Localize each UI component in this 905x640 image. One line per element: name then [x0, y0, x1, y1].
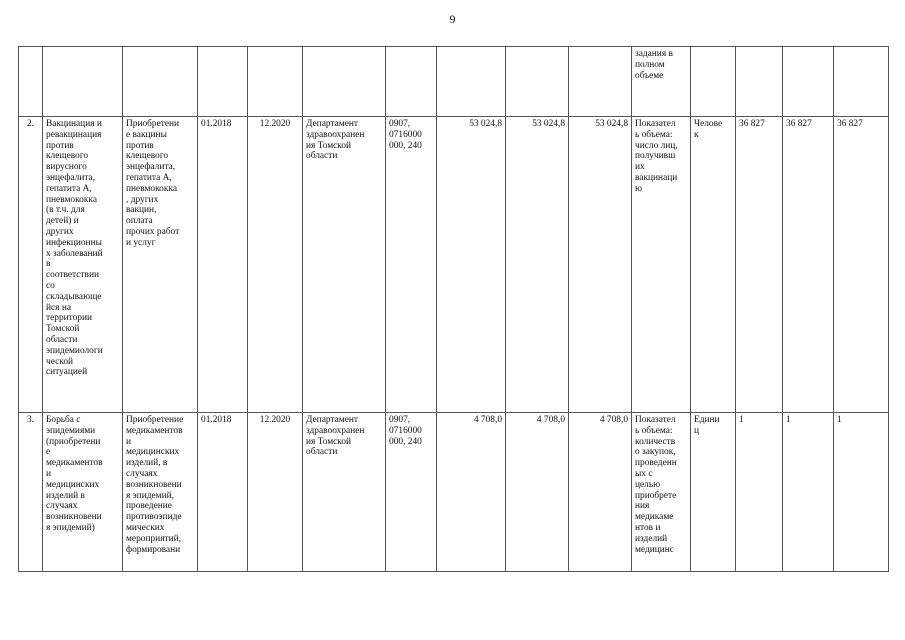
cell-num: 3. [19, 413, 43, 572]
cell-num: 2. [19, 117, 43, 413]
cell-name [43, 47, 123, 117]
cell-sum-3: 53 024,8 [569, 117, 632, 413]
cell-sum-2 [506, 47, 569, 117]
cell-end: 12.2020 [248, 117, 303, 413]
cell-sum-3 [569, 47, 632, 117]
cell-name: Вакцинация и ревакцинация против клещевого вирусного энцефалита, гепатита А, пневмококка (в т.ч. для детей) и других инфекционны х заболеваний в соответствии со складывающе йся на территории Томской области эпидемиологи ческой ситуацией [43, 117, 123, 413]
cell-executor: Департамент здравоохранен ия Томской области [303, 413, 386, 572]
cell-indicator: Показател ь объема: количеств о закупок, проведенн ых с целью приобрете ния медикаме нтов и изделий медицинс [632, 413, 691, 572]
cell-value-3: 1 [834, 413, 889, 572]
cell-value-2: 1 [783, 413, 834, 572]
cell-value-1: 1 [736, 413, 783, 572]
cell-indicator: Показател ь объема: число лиц, получивш их вакцинаци ю [632, 117, 691, 413]
cell-action [123, 47, 198, 117]
cell-executor [303, 47, 386, 117]
table-row [19, 413, 889, 572]
cell-value-2 [783, 47, 834, 117]
cell-value-1 [736, 47, 783, 117]
cell-end [248, 47, 303, 117]
cell-code [386, 47, 437, 117]
cell-action: Приобретени е вакцины против клещевого энцефалита, гепатита А, пневмококка , других вакцин, оплата прочих работ и услуг [123, 117, 198, 413]
cell-value-2: 36 827 [783, 117, 834, 413]
cell-unit: Челове к [691, 117, 736, 413]
cell-code: 0907, 0716000 000, 240 [386, 117, 437, 413]
cell-end: 12.2020 [248, 413, 303, 572]
cell-num [19, 47, 43, 117]
cell-code: 0907, 0716000 000, 240 [386, 413, 437, 572]
cell-name: Борьба с эпидемиями (приобретени е медикаментов и медицинских изделий в случаях возникновени я эпидемий) [43, 413, 123, 572]
cell-executor: Департамент здравоохранен ия Томской области [303, 117, 386, 413]
cell-sum-1: 4 708,0 [437, 413, 506, 572]
cell-sum-1 [437, 47, 506, 117]
cell-unit [691, 47, 736, 117]
table-row-continuation [19, 47, 889, 117]
cell-start: 01.2018 [198, 117, 248, 413]
cell-value-3 [834, 47, 889, 117]
cell-start [198, 47, 248, 117]
cell-sum-3: 4 708,0 [569, 413, 632, 572]
cell-start: 01.2018 [198, 413, 248, 572]
cell-sum-1: 53 024,8 [437, 117, 506, 413]
cell-action: Приобретение медикаментов и медицинских изделий, в случаях возникновени я эпидемий, проведение противоэпиде мических мероприятий, формировани [123, 413, 198, 572]
program-table [18, 46, 889, 572]
page-number: 9 [449, 12, 456, 26]
cell-indicator: задания в полном объеме [632, 47, 691, 117]
cell-sum-2: 4 708,0 [506, 413, 569, 572]
cell-value-3: 36 827 [834, 117, 889, 413]
cell-sum-2: 53 024,8 [506, 117, 569, 413]
cell-value-1: 36 827 [736, 117, 783, 413]
cell-unit: Едини ц [691, 413, 736, 572]
table-row [19, 117, 889, 413]
